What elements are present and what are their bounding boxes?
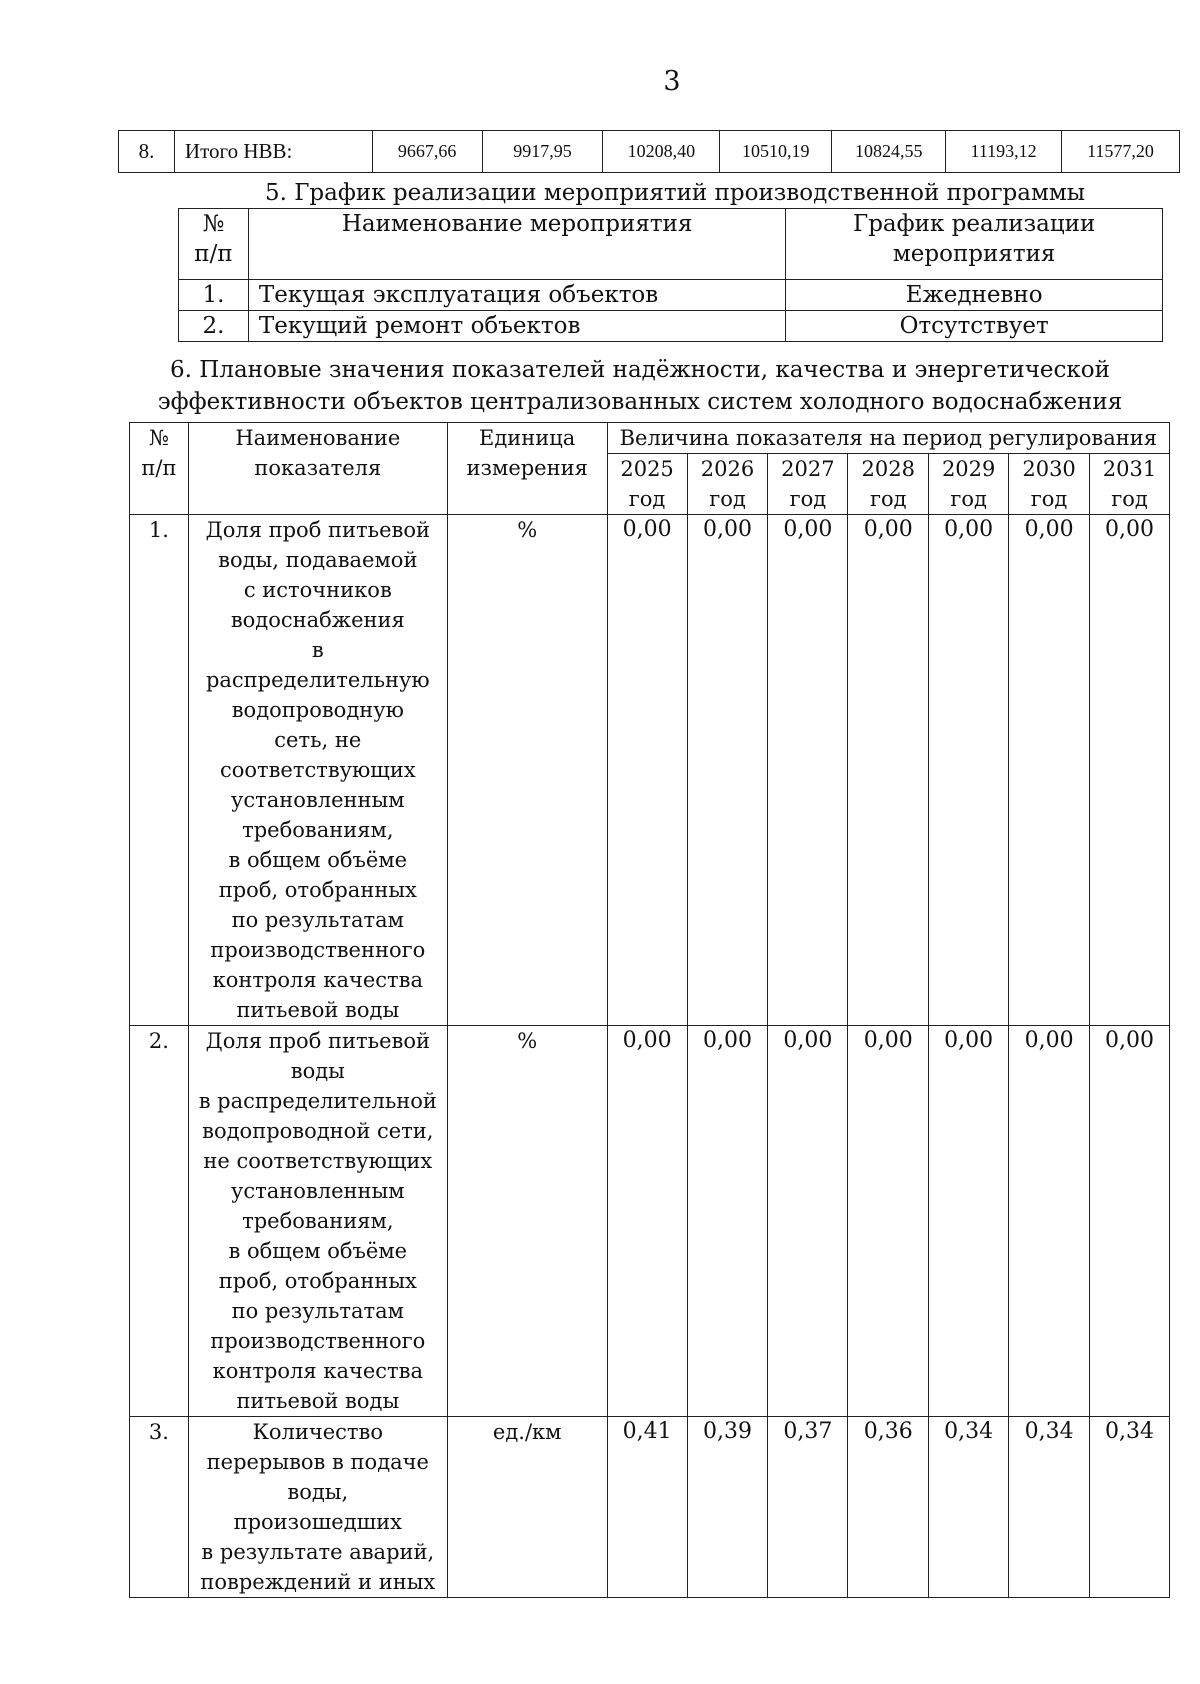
indicator-name-line: производственного xyxy=(210,1329,426,1353)
year-suffix: год xyxy=(1009,484,1090,515)
nvv-value: 10510,19 xyxy=(720,131,832,173)
indicator-unit: % xyxy=(447,515,607,1026)
indicator-value: 0,00 xyxy=(1009,1026,1090,1417)
nvv-row-number: 8. xyxy=(119,131,175,173)
indicator-name-line: требованиям, xyxy=(242,1209,394,1233)
schedule-row-name: Текущий ремонт объектов xyxy=(248,311,785,342)
schedule-header-row xyxy=(179,209,1163,280)
indicator-name-line: с источников xyxy=(243,578,392,602)
indicator-name-line: установленным xyxy=(231,1179,405,1203)
nvv-total-table xyxy=(118,130,1180,173)
year-suffix: год xyxy=(848,484,929,515)
schedule-row-number: 2. xyxy=(179,311,249,342)
page-number: 3 xyxy=(663,66,681,97)
indicator-name-line: Доля проб питьевой xyxy=(205,518,430,542)
nvv-total-row xyxy=(119,131,1180,173)
indicator-value: 0,34 xyxy=(929,1417,1009,1598)
schedule-header-schedule-sub: мероприятия xyxy=(892,241,1056,267)
indicator-value: 0,00 xyxy=(768,515,848,1026)
indicator-name-line: водоснабжения xyxy=(230,608,405,632)
year-header: 2030 xyxy=(1009,454,1090,485)
year-header: 2027 xyxy=(768,454,848,485)
indicator-value: 0,00 xyxy=(687,1026,768,1417)
indicator-name-line: Доля проб питьевой xyxy=(205,1029,430,1053)
indicator-name-line: повреждений и иных xyxy=(200,1570,436,1594)
table-row xyxy=(179,311,1163,342)
indicator-value: 0,00 xyxy=(1090,1026,1170,1417)
year-header: 2028 xyxy=(848,454,929,485)
indicator-value: 0,00 xyxy=(848,515,929,1026)
indicator-name-line: проб, отобранных xyxy=(218,878,417,902)
section6-title-line2: эффективности объектов централизованных систем холодного водоснабжения xyxy=(157,389,1123,415)
indicator-name-line: в распределительной xyxy=(198,1089,437,1113)
indicators-header-name-sub: показателя xyxy=(254,456,382,480)
indicators-header-name: Наименование xyxy=(235,426,401,450)
year-suffix: год xyxy=(1090,484,1170,515)
year-header: 2031 xyxy=(1090,454,1170,485)
indicator-number: 1. xyxy=(130,515,189,1026)
indicator-name-line: по результатам xyxy=(231,1299,404,1323)
indicator-value: 0,00 xyxy=(848,1026,929,1417)
indicator-number: 3. xyxy=(130,1417,189,1598)
indicator-value: 0,37 xyxy=(768,1417,848,1598)
indicator-name-line: в общем объёме xyxy=(228,848,408,872)
nvv-value: 11577,20 xyxy=(1062,131,1180,173)
indicator-name-line: перерывов в подаче xyxy=(206,1450,429,1474)
indicator-unit: % xyxy=(447,1026,607,1417)
indicators-header-row xyxy=(130,423,1170,454)
indicator-number: 2. xyxy=(130,1026,189,1417)
indicator-value: 0,00 xyxy=(768,1026,848,1417)
indicator-name-line: контроля качества xyxy=(212,1359,424,1383)
indicator-value: 0,00 xyxy=(607,1026,687,1417)
schedule-header-num-sub: п/п xyxy=(194,241,233,267)
schedule-row-number: 1. xyxy=(179,280,249,311)
indicator-name-line: питьевой воды xyxy=(236,1389,400,1413)
indicators-header-num: № xyxy=(148,426,169,450)
indicators-header-unit: Единица xyxy=(479,426,576,450)
year-header: 2026 xyxy=(687,454,768,485)
table-row xyxy=(130,1417,1170,1598)
table-row xyxy=(130,1026,1170,1417)
indicator-name-line: воды xyxy=(290,1059,345,1083)
year-suffix: год xyxy=(607,484,687,515)
nvv-value: 11193,12 xyxy=(946,131,1062,173)
indicator-name xyxy=(188,1026,447,1417)
indicator-name-line: в общем объёме xyxy=(228,1239,408,1263)
nvv-value: 10824,55 xyxy=(832,131,946,173)
indicator-name-line: Количество xyxy=(252,1420,383,1444)
indicator-name-line: контроля качества xyxy=(212,968,424,992)
indicator-name-line: по результатам xyxy=(231,908,404,932)
year-suffix: год xyxy=(768,484,848,515)
schedule-header-schedule: График реализации xyxy=(852,211,1096,237)
indicator-name-line: произошедших xyxy=(233,1510,403,1534)
indicators-table xyxy=(129,422,1170,1598)
indicator-name-line: питьевой воды xyxy=(236,998,400,1022)
indicator-name-line: установленным xyxy=(231,788,405,812)
indicator-name-line: не соответствующих xyxy=(203,1149,433,1173)
indicator-name-line: производственного xyxy=(210,938,426,962)
schedule-header-name: Наименование мероприятия xyxy=(248,209,785,280)
nvv-value: 9667,66 xyxy=(372,131,482,173)
nvv-value: 10208,40 xyxy=(603,131,720,173)
indicator-name-line: требованиям, xyxy=(242,818,394,842)
indicator-name-line: воды, xyxy=(287,1480,349,1504)
schedule-table xyxy=(178,208,1163,342)
section6-title xyxy=(30,354,1200,418)
nvv-row-label: Итого НВВ: xyxy=(174,131,372,173)
indicator-unit: ед./км xyxy=(447,1417,607,1598)
indicator-value: 0,00 xyxy=(929,515,1009,1026)
indicator-value: 0,39 xyxy=(687,1417,768,1598)
indicator-name-line: распределительную xyxy=(205,668,430,692)
indicator-value: 0,00 xyxy=(1009,515,1090,1026)
indicators-header-period: Величина показателя на период регулирования xyxy=(607,423,1169,454)
table-row xyxy=(179,280,1163,311)
indicator-name-line: сеть, не xyxy=(274,728,362,752)
indicators-header-num-sub: п/п xyxy=(141,456,177,480)
schedule-row-name: Текущая эксплуатация объектов xyxy=(248,280,785,311)
year-suffix: год xyxy=(687,484,768,515)
indicators-header-unit-sub: измерения xyxy=(466,456,588,480)
indicator-name-line: соответствующих xyxy=(219,758,416,782)
indicator-value: 0,34 xyxy=(1009,1417,1090,1598)
year-suffix: год xyxy=(929,484,1009,515)
section5-title: 5. График реализации мероприятий производственной программы xyxy=(264,180,1086,206)
nvv-value: 9917,95 xyxy=(482,131,603,173)
indicator-value: 0,41 xyxy=(607,1417,687,1598)
indicator-name xyxy=(188,515,447,1026)
schedule-header-num: № xyxy=(202,211,225,237)
indicator-name xyxy=(188,1417,447,1598)
indicator-value: 0,34 xyxy=(1090,1417,1170,1598)
year-header: 2025 xyxy=(607,454,687,485)
indicator-name-line: в результате аварий, xyxy=(201,1540,435,1564)
section6-title-line1: 6. Плановые значения показателей надёжности, качества и энергетической xyxy=(170,357,1110,383)
indicator-value: 0,00 xyxy=(1090,515,1170,1026)
indicator-name-line: водопроводной сети, xyxy=(202,1119,434,1143)
indicator-value: 0,00 xyxy=(607,515,687,1026)
indicator-value: 0,36 xyxy=(848,1417,929,1598)
table-row xyxy=(130,515,1170,1026)
year-header: 2029 xyxy=(929,454,1009,485)
indicator-value: 0,00 xyxy=(687,515,768,1026)
schedule-row-schedule: Ежедневно xyxy=(786,280,1163,311)
indicator-name-line: водопроводную xyxy=(231,698,404,722)
schedule-row-schedule: Отсутствует xyxy=(786,311,1163,342)
indicator-name-line: в xyxy=(311,638,324,662)
indicator-name-line: проб, отобранных xyxy=(218,1269,417,1293)
indicator-value: 0,00 xyxy=(929,1026,1009,1417)
indicator-name-line: воды, подаваемой xyxy=(218,548,418,572)
